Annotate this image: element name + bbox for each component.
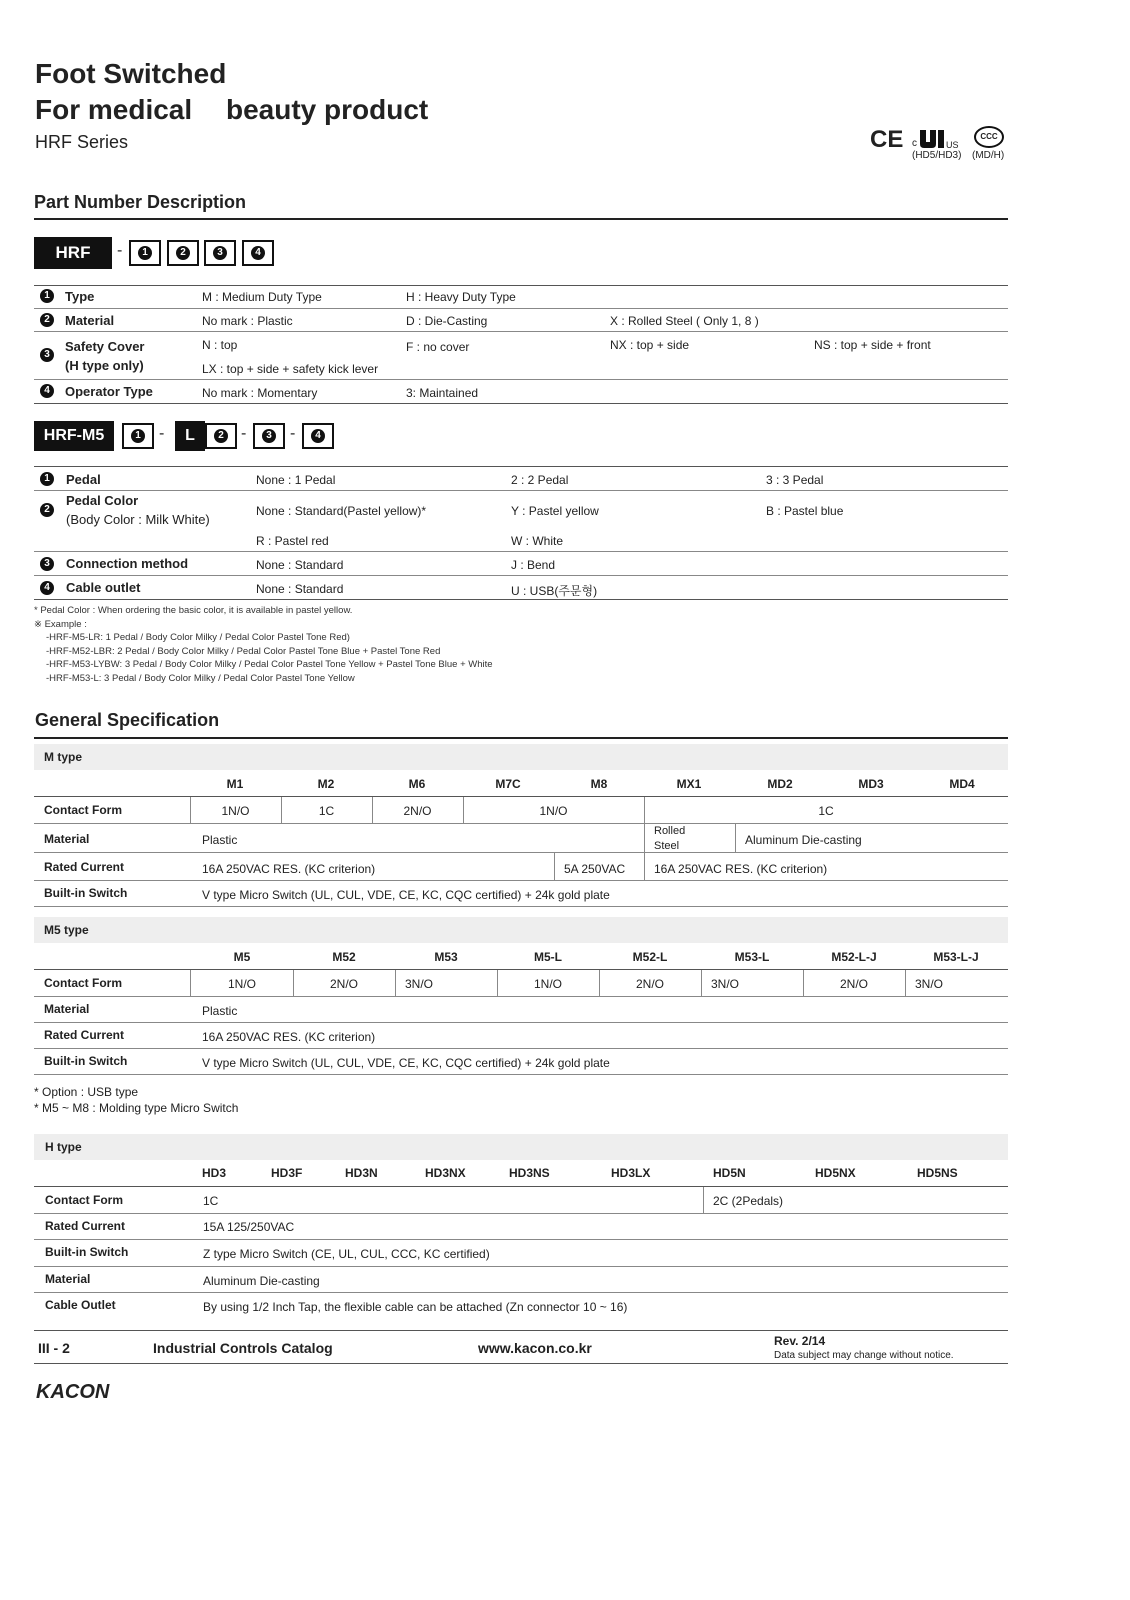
cell: 2N/O (839, 977, 868, 991)
part-code-hrf-m5: HRF-M5 (34, 421, 114, 451)
cell: 16A 250VAC RES. (KC criterion) (202, 862, 376, 876)
cell: Plastic (202, 833, 238, 847)
model-header: MX1 (676, 777, 702, 791)
row-label-rated: Rated Current (44, 1028, 125, 1042)
cell: 3N/O (405, 977, 434, 991)
row-number-2: 2 (40, 503, 54, 517)
model-header: M53-L (734, 950, 770, 964)
pnd-label-safety-cover-note: (H type only) (65, 358, 144, 373)
certification-marks (870, 124, 1010, 164)
cell: 3N/O (711, 977, 740, 991)
cell: Aluminum Die-casting (203, 1274, 320, 1288)
m5-opt: None : Standard(Pastel yellow)* (256, 504, 427, 518)
row-label-material: Material (44, 1002, 90, 1016)
row-number-3: 3 (40, 348, 54, 362)
m5-label-pedal: Pedal (66, 472, 101, 487)
row-number-1: 1 (40, 289, 54, 303)
code-box-l: L (175, 421, 205, 451)
cell: 1C (818, 804, 834, 818)
website-link[interactable]: www.kacon.co.kr (478, 1340, 592, 1356)
row-label-material: Material (45, 1272, 91, 1286)
section-heading-pnd: Part Number Description (34, 192, 247, 212)
row-label-contact: Contact Form (44, 976, 122, 990)
cell: 1C (203, 1194, 219, 1208)
part-code-hrf: HRF (34, 237, 112, 269)
code-dash: - (159, 425, 165, 442)
cell: Steel (654, 840, 680, 852)
code-dash: - (241, 425, 247, 442)
cell: 1N/O (533, 977, 562, 991)
htype-title: H type (45, 1140, 82, 1154)
row-number-4: 4 (40, 384, 54, 398)
row-number-4: 4 (40, 581, 54, 595)
row-label-material: Material (44, 832, 90, 846)
code-box-4: 4 (242, 240, 274, 266)
m5type-title: M5 type (44, 923, 89, 937)
cell: 1C (318, 804, 335, 818)
model-header: HD3N (345, 1166, 378, 1180)
m5-label-connection: Connection method (66, 556, 189, 571)
cell: 1N/O (539, 804, 568, 818)
model-header: HD3F (271, 1166, 303, 1180)
m5-opt: 3 : 3 Pedal (766, 473, 824, 487)
ul-mark-icon: c US (912, 128, 952, 152)
pnd-label-material: Material (65, 313, 115, 328)
cell: 5A 250VAC (564, 862, 626, 876)
m5-notes: * Pedal Color : When ordering the basic color, it is available in pastel yellow. ※ Example : -HRF-M5-LR: 1 Pedal / Body Color Milky / Pedal Color Pastel Tone Red) -HRF-M52-LBR: 2 Pedal / Body Color Milky / Pedal Color Pastel Tone Blue + Pastel Tone Red -HRF-M53-LYBW: 3 Pedal / Body Color Milky / Pedal Color Pastel Tone Yellow + Pastel Tone Blue + White -HRF-M53-L: 3 Pedal / Body Color Milky / Pedal Color Pastel Tone Yellow (34, 605, 493, 684)
model-header: M8 (590, 777, 608, 791)
cell: Z type Micro Switch (CE, UL, CUL, CCC, KC certified) (203, 1247, 490, 1261)
model-header: M7C (495, 777, 521, 791)
section-heading-spec: General Specification (35, 710, 220, 730)
catalog-name: Industrial Controls Catalog (153, 1340, 333, 1356)
pnd-opt: M : Medium Duty Type (202, 290, 322, 304)
part-code-dash: - (117, 242, 123, 259)
pnd-opt: D : Die-Casting (406, 314, 488, 328)
row-label-contact: Contact Form (44, 803, 122, 817)
model-header: MD2 (767, 777, 793, 791)
row-label-switch: Built-in Switch (44, 886, 128, 900)
model-header: M5 (233, 950, 251, 964)
cell: Plastic (202, 1004, 238, 1018)
ccc-mark-icon: CCC (974, 126, 1004, 148)
pnd-label-safety-cover: Safety Cover (65, 339, 145, 354)
revision: Rev. 2/14 (774, 1334, 826, 1348)
model-header: HD3LX (611, 1166, 651, 1180)
m5-opt: U : USB(주문형) (511, 584, 598, 598)
ul-mark-note: (HD5/HD3) (912, 150, 962, 161)
model-header: HD3NS (509, 1166, 550, 1180)
cell: By using 1/2 Inch Tap, the flexible cable can be attached (Zn connector 10 ~ 16) (203, 1300, 628, 1314)
code-box-4: 4 (302, 423, 334, 449)
model-header: HD5NX (815, 1166, 856, 1180)
pnd-opt: F : no cover (406, 340, 470, 354)
model-header: M53 (434, 950, 458, 964)
m5-opt: None : 1 Pedal (256, 473, 336, 487)
code-box-1: 1 (129, 240, 161, 266)
spec-notes: * Option : USB type * M5 ~ M8 : Molding type Micro Switch (34, 1085, 239, 1115)
cell: 2N/O (403, 804, 432, 818)
page-title-line2a: For medical (35, 94, 193, 125)
pnd-label-type: Type (65, 289, 95, 304)
series-subtitle: HRF Series (35, 132, 129, 152)
page-title-line2b: beauty product (226, 94, 429, 125)
m5-label-cable: Cable outlet (66, 580, 141, 595)
pnd-opt: H : Heavy Duty Type (406, 290, 516, 304)
m5-label-body-color: (Body Color : Milk White) (66, 512, 210, 527)
m5-opt: W : White (511, 534, 564, 548)
m5-opt: None : Standard (256, 582, 344, 596)
row-label-cable: Cable Outlet (45, 1298, 116, 1312)
model-header: MD3 (858, 777, 884, 791)
model-header: M52 (332, 950, 356, 964)
cell: V type Micro Switch (UL, CUL, VDE, CE, KC, CQC certified) + 24k gold plate (202, 888, 610, 902)
pnd-opt: NX : top + side (610, 338, 690, 352)
cell: Rolled (654, 825, 686, 837)
ce-mark-icon: CE (870, 126, 904, 153)
pnd-opt: NS : top + side + front (814, 338, 931, 352)
code-box-3: 3 (204, 240, 236, 266)
pnd-opt: 3: Maintained (406, 386, 479, 400)
m5-opt: None : Standard (256, 558, 344, 572)
kacon-logo: KACON (36, 1381, 110, 1403)
cell: 1N/O (221, 804, 250, 818)
code-box-2: 2 (167, 240, 199, 266)
pnd-opt: X : Rolled Steel ( Only 1, 8 ) (610, 314, 759, 328)
model-header: M52-L-J (831, 950, 877, 964)
ccc-mark-note: (MD/H) (972, 150, 1005, 161)
pnd-opt: N : top (202, 338, 238, 352)
model-header: HD3 (202, 1166, 227, 1180)
code-box-3: 3 (253, 423, 285, 449)
model-header: MD4 (949, 777, 975, 791)
row-number-1: 1 (40, 472, 54, 486)
cell: 15A 125/250VAC (203, 1220, 295, 1234)
cell: 2C (2Pedals) (713, 1194, 784, 1208)
pnd-opt: LX : top + side + safety kick lever (202, 362, 379, 376)
cell: 2N/O (635, 977, 664, 991)
m5-opt: B : Pastel blue (766, 504, 844, 518)
model-header: M52-L (632, 950, 668, 964)
row-label-switch: Built-in Switch (45, 1245, 129, 1259)
cell: V type Micro Switch (UL, CUL, VDE, CE, KC, CQC certified) + 24k gold plate (202, 1056, 610, 1070)
model-header: HD5N (713, 1166, 746, 1180)
cell: 3N/O (915, 977, 944, 991)
row-number-2: 2 (40, 313, 54, 327)
row-label-rated: Rated Current (44, 860, 125, 874)
m5-opt: J : Bend (511, 558, 556, 572)
cell: 2N/O (329, 977, 358, 991)
m5-opt: Y : Pastel yellow (511, 504, 599, 518)
disclaimer: Data subject may change without notice. (774, 1350, 954, 1361)
page-number: III - 2 (38, 1340, 70, 1356)
cell: 1N/O (227, 977, 256, 991)
cell: Aluminum Die-casting (745, 833, 862, 847)
model-header: M6 (408, 777, 426, 791)
code-dash: - (290, 425, 296, 442)
code-box-1: 1 (122, 423, 154, 449)
row-label-contact: Contact Form (45, 1193, 123, 1207)
m5-opt: 2 : 2 Pedal (511, 473, 569, 487)
model-header: M53-L-J (933, 950, 979, 964)
model-header: M2 (317, 777, 335, 791)
cell: 16A 250VAC RES. (KC criterion) (654, 862, 828, 876)
m5-opt: R : Pastel red (256, 534, 329, 548)
code-box-2: 2 (205, 423, 237, 449)
m5-label-pedal-color: Pedal Color (66, 493, 139, 508)
pnd-opt: No mark : Plastic (202, 314, 293, 328)
mtype-title: M type (44, 750, 83, 764)
row-label-rated: Rated Current (45, 1219, 126, 1233)
cell: 16A 250VAC RES. (KC criterion) (202, 1030, 376, 1044)
pnd-opt: No mark : Momentary (202, 386, 318, 400)
model-header: M5-L (534, 950, 562, 964)
model-header: HD3NX (425, 1166, 466, 1180)
row-label-switch: Built-in Switch (44, 1054, 128, 1068)
pnd-label-operator: Operator Type (65, 384, 153, 399)
model-header: M1 (226, 777, 244, 791)
page-title-line1: Foot Switched (35, 58, 227, 89)
model-header: HD5NS (917, 1166, 958, 1180)
row-number-3: 3 (40, 557, 54, 571)
